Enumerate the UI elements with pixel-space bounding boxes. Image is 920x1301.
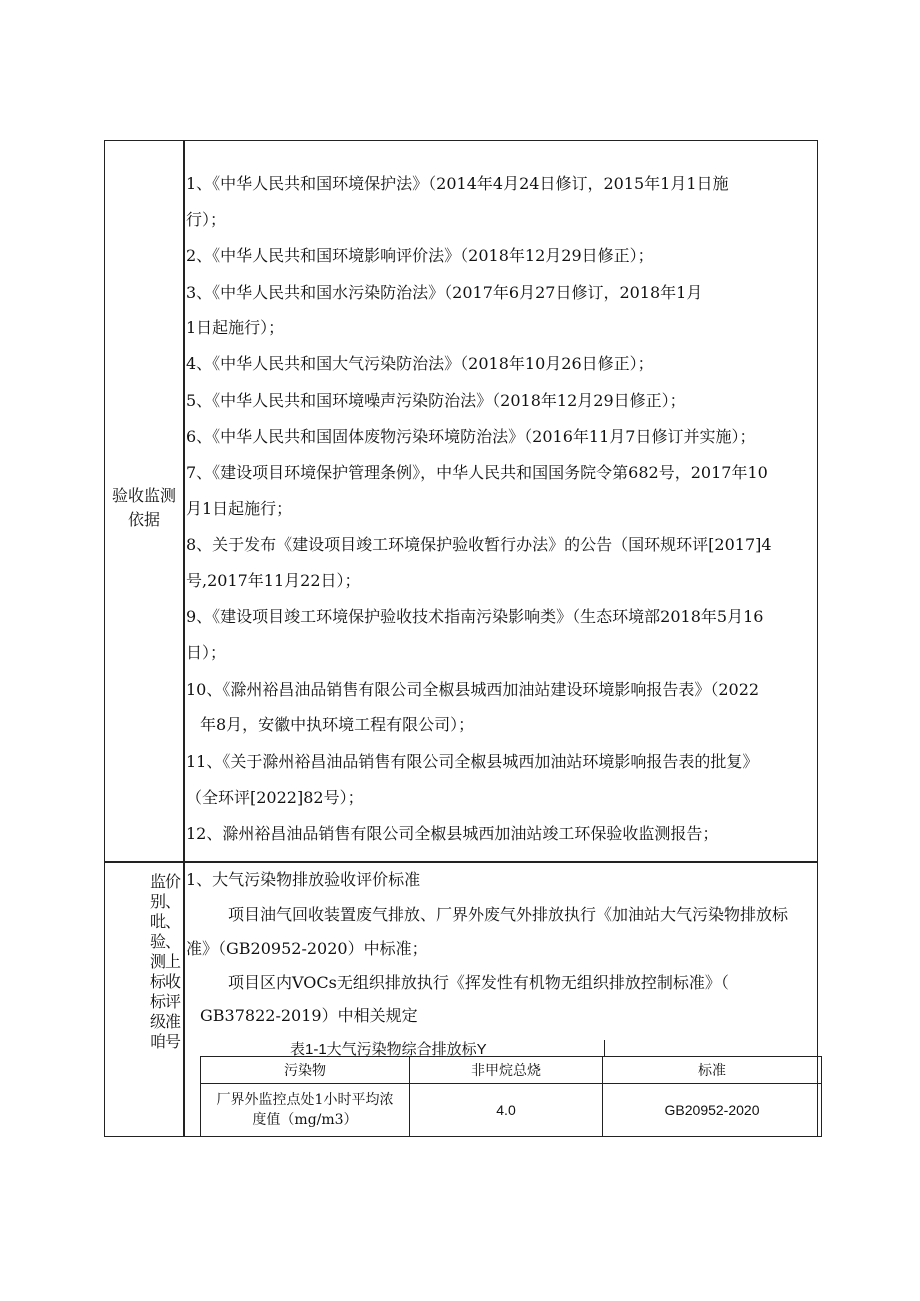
basis-item: 11、《关于滁州裕昌油品销售有限公司全椒县城西加油站环境影响报告表的批复》	[186, 752, 759, 771]
emission-standard-table	[200, 1056, 822, 1137]
basis-label-line2: 依据	[127, 510, 160, 529]
cell-pollutant	[201, 1084, 410, 1137]
table-caption: 表1-1大气污染物综合排放标Y	[290, 1041, 487, 1058]
standards-label-line: 测上	[150, 952, 181, 971]
standards-label	[150, 872, 184, 1052]
standards-label-line: 级准	[150, 1012, 181, 1031]
cell-standard: GB20952-2020	[603, 1084, 822, 1137]
basis-item: 9、《建设项目竣工环境保护验收技术指南污染影响类》（生态环境部2018年5月16	[186, 607, 764, 626]
standards-label-line: 监价	[150, 872, 181, 891]
standards-label-line: 标收	[150, 972, 181, 991]
basis-item: 年8月，安徽中执环境工程有限公司）；	[200, 715, 475, 734]
basis-item: 月1日起施行；	[186, 499, 293, 518]
header-nmhc: 非甲烷总烧	[410, 1057, 603, 1084]
basis-item: 12、滁州裕昌油品销售有限公司全椒县城西加油站竣工环保验收监测报告；	[186, 824, 719, 843]
cell-pollutant-line1: 厂界外监控点处1小时平均浓	[216, 1092, 394, 1108]
row-divider	[104, 861, 818, 863]
basis-item: 1日起施行）；	[186, 318, 285, 337]
basis-item: 8、关于发布《建设项目竣工环境保护验收暂行办法》的公告（国环规环评[2017]4	[186, 535, 772, 554]
standards-label-line: 别、	[150, 892, 181, 911]
cell-pollutant-line2: 度值（mg/m3）	[252, 1112, 358, 1128]
basis-label	[104, 484, 184, 532]
basis-label-line1: 验收监测	[111, 486, 176, 505]
basis-item: 10、《滁州裕昌油品销售有限公司全椒县城西加油站建设环境影响报告表》（2022	[186, 680, 760, 699]
basis-item: （全环评[2022]82号）；	[186, 788, 364, 807]
standards-paragraph: 准》（GB20952-2020）中标准；	[186, 939, 428, 958]
cell-value: 4.0	[410, 1084, 603, 1137]
basis-item: 行）；	[186, 210, 227, 229]
header-pollutant: 污染物	[201, 1057, 410, 1084]
basis-item: 6、《中华人民共和国固体废物污染环境防治法》（2016年11月7日修订并实施）；	[186, 427, 756, 446]
standards-label-line: 标评	[150, 992, 181, 1011]
basis-item: 2、《中华人民共和国环境影响评价法》（2018年12月29日修正）；	[186, 246, 654, 265]
standards-paragraph: 项目区内VOCs无组织排放执行《挥发性有机物无组织排放控制标准》（	[228, 973, 729, 992]
standards-label-line: 咱号	[150, 1032, 181, 1051]
basis-item: 3、《中华人民共和国水污染防治法》（2017年6月27日修订，2018年1月	[186, 283, 703, 302]
basis-item: 4、《中华人民共和国大气污染防治法》（2018年10月26日修正）；	[186, 354, 654, 373]
table-header-row	[201, 1057, 822, 1084]
standards-heading: 1、大气污染物排放验收评价标准	[186, 870, 421, 889]
basis-item: 日）；	[186, 643, 227, 662]
basis-item: 7、《建设项目环境保护管理条例》，中华人民共和国国务院令第682号，2017年10	[186, 463, 768, 482]
basis-item: 号,2017年11月22日）；	[186, 571, 361, 590]
table-row	[201, 1084, 822, 1137]
header-standard: 标准	[603, 1057, 822, 1084]
standards-paragraph: 项目油气回收装置废气排放、厂界外废气外排放执行《加油站大气污染物排放标	[228, 905, 789, 924]
standards-label-line: 验、	[150, 932, 181, 951]
standards-paragraph: GB37822-2019）中相关规定	[200, 1006, 418, 1025]
basis-item: 1、《中华人民共和国环境保护法》（2014年4月24日修订，2015年1月1日施	[186, 174, 729, 193]
standards-label-line: 吡、	[150, 912, 181, 931]
basis-item: 5、《中华人民共和国环境噪声污染防治法》（2018年12月29日修正）；	[186, 391, 686, 410]
table-edge	[604, 1040, 605, 1056]
